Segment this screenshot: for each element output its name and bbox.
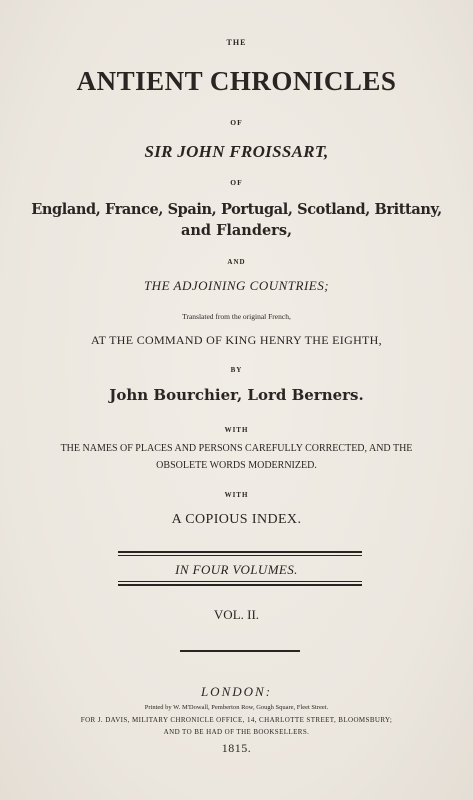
command-line: AT THE COMMAND OF KING HENRY THE EIGHTH, — [91, 333, 382, 347]
by-label: BY — [230, 366, 243, 374]
countries-line-1: England, France, Spain, Portugal, Scotland, Brittany, — [31, 201, 442, 218]
rule-bottom-thick — [118, 584, 362, 586]
rule-bottom-thin — [118, 581, 362, 582]
adjoining-countries: THE ADJOINING COUNTRIES; — [143, 278, 330, 293]
volumes-line: IN FOUR VOLUMES. — [175, 562, 298, 577]
and-label: AND — [227, 258, 246, 266]
the-label: THE — [226, 38, 247, 47]
author-name: SIR JOHN FROISSART, — [144, 142, 329, 161]
names-line-1: THE NAMES OF PLACES AND PERSONS CAREFULLY CORRECTED, AND THE — [60, 443, 413, 454]
with-label-1: WITH — [224, 426, 249, 434]
of-label-2: OF — [230, 178, 243, 187]
booksellers-line: AND TO BE HAD OF THE BOOKSELLERS. — [163, 728, 310, 736]
with-label-2: WITH — [224, 491, 249, 499]
city-line: LONDON: — [200, 684, 273, 699]
rule-top-thin — [118, 555, 362, 556]
printer-line: Printed by W. M'Dowall, Pemberton Row, Gough Square, Fleet Street. — [144, 704, 329, 711]
rule-top-thick — [118, 551, 362, 553]
index-line: A COPIOUS INDEX. — [171, 512, 302, 527]
of-label-1: OF — [230, 118, 243, 127]
countries-line-2: and Flanders, — [180, 222, 293, 239]
translator-name: John Bourchier, Lord Berners. — [109, 386, 364, 404]
page-title: ANTIENT CHRONICLES — [76, 66, 397, 96]
year-line: 1815. — [221, 741, 252, 755]
translated-note: Translated from the original French, — [182, 312, 291, 321]
volume-number: VOL. II. — [213, 607, 260, 622]
publisher-line: FOR J. DAVIS, MILITARY CHRONICLE OFFICE, 14, CHARLOTTE STREET, BLOOMSBURY; — [80, 716, 393, 724]
short-rule — [180, 650, 300, 652]
names-line-2: OBSOLETE WORDS MODERNIZED. — [156, 460, 317, 471]
